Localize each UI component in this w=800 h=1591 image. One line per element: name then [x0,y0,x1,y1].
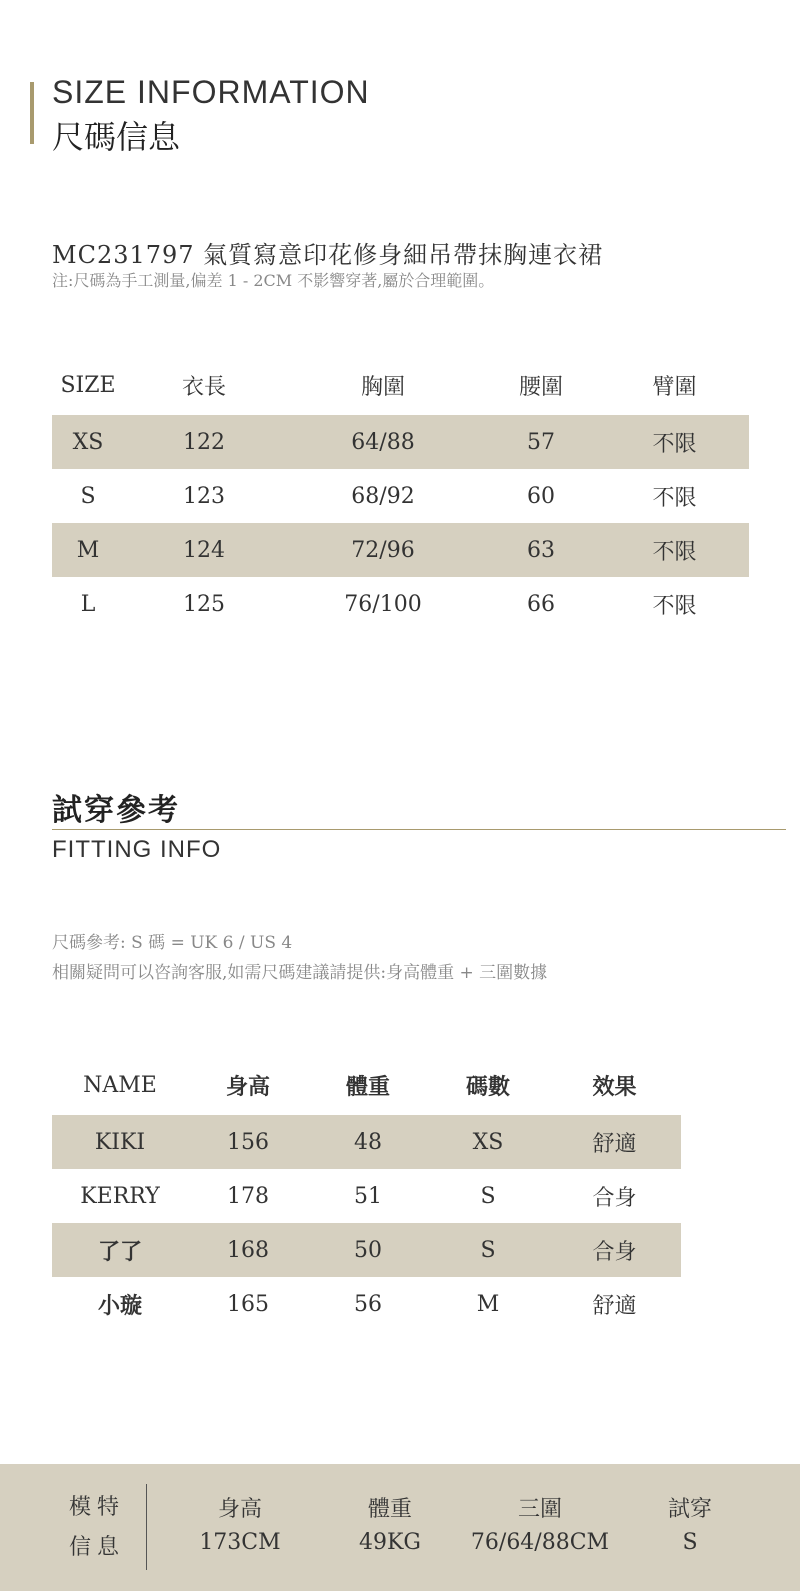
model-tried-size-value: S [682,1530,698,1555]
cell-height: 156 [188,1115,308,1169]
cell-bust: 72/96 [284,523,482,577]
model-label-line1: 模特 [68,1495,125,1520]
cell-length: 122 [124,415,284,469]
cell-size: XS [428,1115,548,1169]
product-name: MC231797 氣質寫意印花修身細吊帶抹胸連衣裙 [52,241,604,269]
size-info-title-zh: 尺碼信息 [52,118,181,156]
model-info-band [0,1464,800,1591]
title-accent-bar [30,82,34,144]
cell-name: 了了 [52,1223,188,1277]
size-reference: 尺碼參考: S 碼 = UK 6 / US 4 [52,933,293,953]
cell-effect: 舒適 [548,1115,681,1169]
model-weight [330,1492,450,1568]
table-row [52,1277,681,1331]
consult-note: 相關疑問可以咨詢客服,如需尺碼建議請提供:身高體重 + 三圍數據 [52,963,548,983]
cell-bust: 68/92 [351,483,415,509]
cell-arm: 不限 [652,593,697,619]
cell-arm: 不限 [600,523,749,577]
model-height-label: 身高 [217,1497,262,1522]
cell-size: XS [52,415,124,469]
cell-waist: 60 [527,483,555,509]
table-row [52,469,749,523]
cell-size: S [480,1183,496,1209]
cell-height: 168 [188,1223,308,1277]
table-row [52,577,749,631]
fitting-title-en: FITTING INFO [52,836,222,863]
cell-waist: 57 [482,415,600,469]
model-info-label [62,1488,132,1568]
model-weight-label: 體重 [367,1497,412,1522]
header-weight: 體重 [345,1073,390,1100]
cell-length: 125 [183,591,225,617]
fitting-divider [52,829,786,830]
cell-bust: 64/88 [284,415,482,469]
cell-weight: 50 [308,1223,428,1277]
cell-effect: 合身 [592,1185,637,1211]
fitting-table-header [52,1055,681,1115]
measurement-note: 注:尺碼為手工測量,偏差 1 - 2CM 不影響穿著,屬於合理範圍。 [52,271,495,290]
header-size: 碼數 [465,1073,510,1100]
size-info-title-en: SIZE INFORMATION [52,74,370,110]
cell-waist: 66 [527,591,555,617]
cell-effect: 合身 [548,1223,681,1277]
cell-height: 165 [227,1291,269,1317]
header-effect: 效果 [592,1073,637,1100]
cell-size: S [80,483,96,509]
model-measurements [460,1492,620,1568]
cell-length: 123 [183,483,225,509]
model-info-divider [146,1484,147,1570]
size-table-header [52,355,749,415]
cell-height: 178 [227,1183,269,1209]
cell-effect: 舒適 [592,1293,637,1319]
cell-arm: 不限 [600,415,749,469]
cell-length: 124 [124,523,284,577]
cell-weight: 56 [354,1291,382,1317]
fitting-title-zh: 試穿參考 [52,793,180,828]
model-tried-size [640,1492,740,1568]
cell-weight: 48 [308,1115,428,1169]
table-row [52,415,749,469]
header-size: SIZE [60,372,116,398]
cell-size: S [428,1223,548,1277]
cell-arm: 不限 [652,485,697,511]
cell-name: KERRY [80,1183,160,1209]
header-name: NAME [83,1072,157,1098]
cell-name: KIKI [52,1115,188,1169]
table-row [52,1115,681,1169]
header-height: 身高 [225,1073,270,1100]
header-length: 衣長 [181,374,226,400]
header-bust: 胸圍 [360,374,405,400]
model-height-value: 173CM [199,1530,281,1555]
model-measurements-label: 三圍 [517,1497,562,1522]
model-height [180,1492,300,1568]
cell-name: 小璇 [97,1292,142,1319]
fitting-table [52,1055,681,1331]
model-measurements-value: 76/64/88CM [470,1530,610,1555]
cell-size: M [52,523,124,577]
cell-size: L [80,591,96,617]
size-table [52,355,749,631]
cell-weight: 51 [354,1183,382,1209]
table-row [52,523,749,577]
model-label-line2: 信息 [68,1535,125,1560]
table-row [52,1169,681,1223]
model-weight-value: 49KG [358,1530,421,1555]
cell-bust: 76/100 [344,591,422,617]
cell-size: M [476,1291,500,1317]
header-waist: 腰圍 [518,374,563,400]
model-tried-size-label: 試穿 [667,1497,712,1522]
table-row [52,1223,681,1277]
header-arm: 臂圍 [652,374,697,400]
cell-waist: 63 [482,523,600,577]
